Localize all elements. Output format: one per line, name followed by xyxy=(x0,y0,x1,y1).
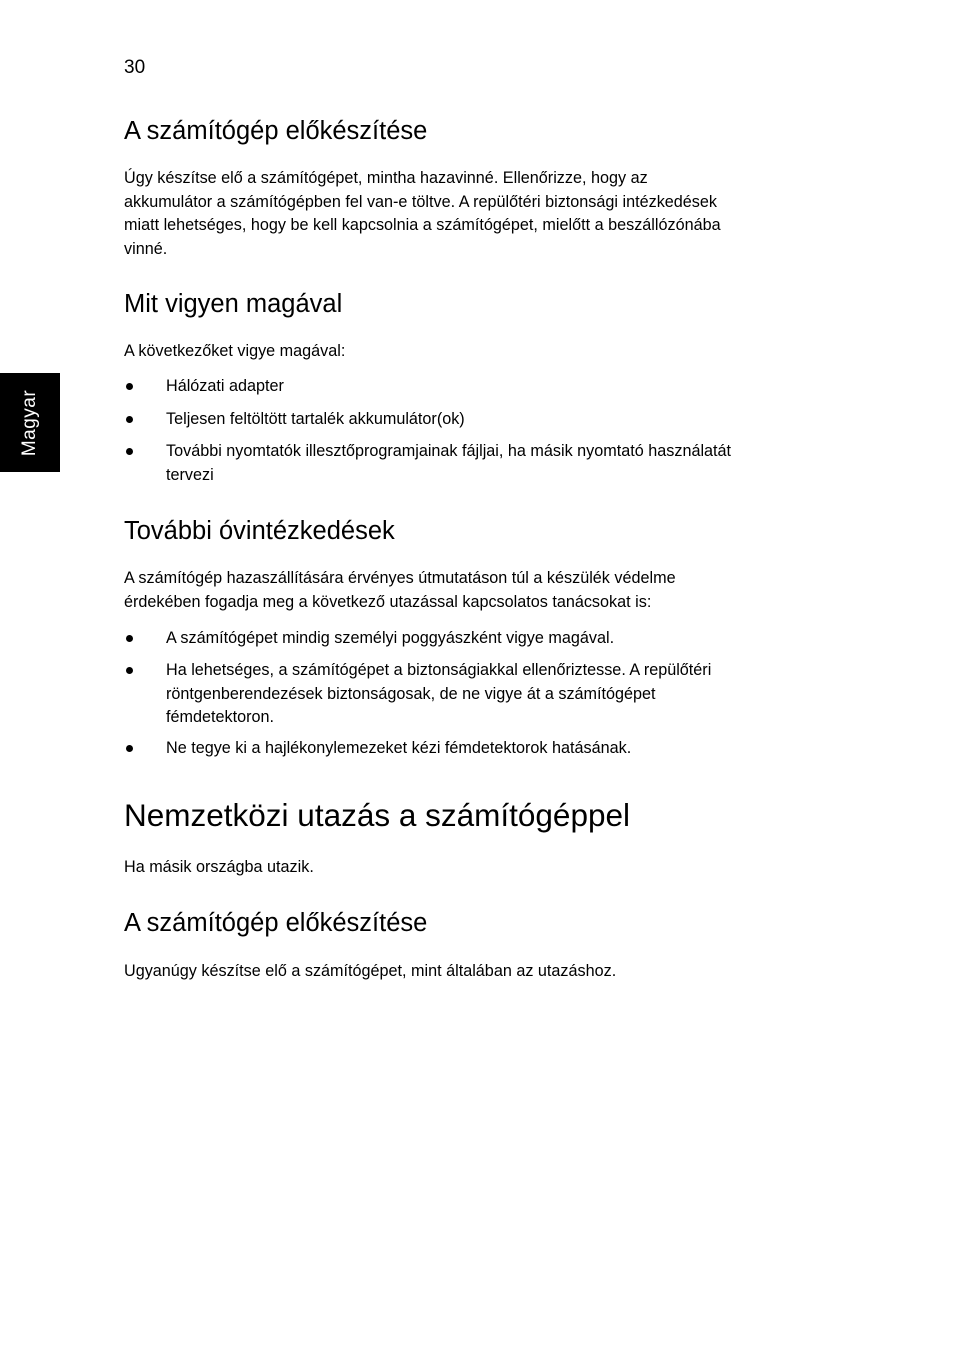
chapter-heading-international-travel: Nemzetközi utazás a számítógéppel xyxy=(124,797,630,833)
paragraph-line: vinné. xyxy=(124,239,168,258)
precautions-paragraph xyxy=(124,567,814,614)
list-item-text: Teljesen feltöltött tartalék akkumulátor(ok) xyxy=(166,410,465,428)
list-item-text xyxy=(166,440,814,487)
bullet-icon xyxy=(126,667,133,674)
list-item-line: röntgenberendezések biztonságosak, de ne vigye át a számítógépet xyxy=(166,684,656,703)
list-item-line: tervezi xyxy=(166,465,214,484)
list-item-text: Hálózati adapter xyxy=(166,377,284,395)
list-item-text: Ne tegye ki a hajlékonylemezeket kézi fémdetektorok hatásának. xyxy=(166,739,632,757)
page-number: 30 xyxy=(124,57,146,78)
list-item-line: fémdetektoron. xyxy=(166,708,274,726)
what-to-bring-intro: A következőket vigye magával: xyxy=(124,342,346,360)
list-item-text: A számítógépet mindig személyi poggyászként vigye magával. xyxy=(166,629,615,647)
paragraph-line: akkumulátor a számítógépben fel van-e töltve. A repülőtéri biztonsági intézkedések xyxy=(124,192,717,211)
prepare-computer-paragraph xyxy=(124,167,814,261)
list-item-text xyxy=(166,659,814,730)
bullet-icon xyxy=(126,745,133,752)
paragraph-line: érdekében fogadja meg a következő utazással kapcsolatos tanácsokat is: xyxy=(124,592,652,611)
list-item-line: Ha lehetséges, a számítógépet a biztonságiakkal ellenőriztesse. A repülőtéri xyxy=(166,661,712,679)
bullet-icon xyxy=(126,383,133,390)
international-travel-paragraph: Ha másik országba utazik. xyxy=(124,858,314,876)
section-heading-precautions: További óvintézkedések xyxy=(124,517,395,545)
bullet-icon xyxy=(126,635,133,642)
prepare-computer-international-paragraph: Ugyanúgy készítse elő a számítógépet, mint általában az utazáshoz. xyxy=(124,962,617,980)
section-heading-prepare-computer: A számítógép előkészítése xyxy=(124,117,428,145)
section-heading-what-to-bring: Mit vigyen magával xyxy=(124,290,343,318)
bullet-icon xyxy=(126,448,133,455)
list-item-line: További nyomtatók illesztőprogramjainak fájljai, ha másik nyomtató használatát xyxy=(166,442,732,460)
language-side-tab xyxy=(0,373,60,472)
side-tab-label: Magyar xyxy=(19,389,40,456)
bullet-icon xyxy=(126,416,133,423)
section-heading-prepare-computer-international: A számítógép előkészítése xyxy=(124,909,428,937)
paragraph-line: miatt lehetséges, hogy be kell kapcsolnia a számítógépet, mielőtt a beszállózónába xyxy=(124,216,721,234)
paragraph-line: A számítógép hazaszállítására érvényes útmutatáson túl a készülék védelme xyxy=(124,569,676,587)
paragraph-line: Úgy készítse elő a számítógépet, mintha hazavinné. Ellenőrizze, hogy az xyxy=(124,169,648,187)
